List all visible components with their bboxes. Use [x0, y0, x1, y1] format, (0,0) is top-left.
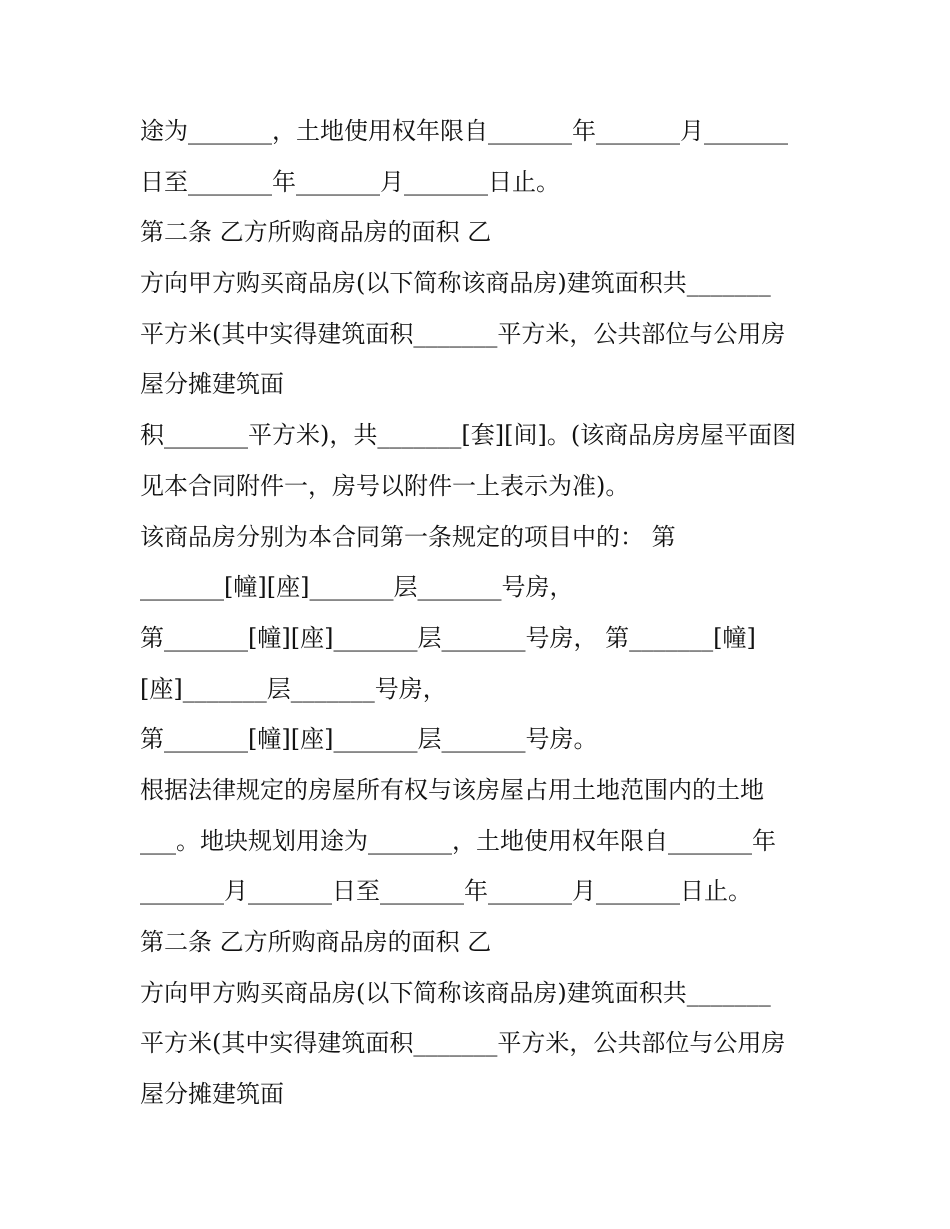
text-line: 积_______平方米)，共_______[套][间]。(该商品房房屋平面图: [140, 421, 797, 450]
text-line: _______月_______日至_______年_______月_______日止。: [140, 877, 752, 906]
text-line: _______[幢][座]_______层_______号房，: [140, 573, 574, 602]
text-line: 平方米(其中实得建筑面积_______平方米，公共部位与公用房: [140, 1029, 786, 1058]
text-line: 屋分摊建筑面: [140, 370, 284, 399]
text-line: 该商品房分别为本合同第一条规定的项目中的： 第: [140, 522, 676, 551]
text-line: 方向甲方购买商品房(以下简称该商品房)建筑面积共_______: [140, 978, 771, 1007]
text-line: 见本合同附件一，房号以附件一上表示为准)。: [140, 471, 630, 500]
text-line: ___。地块规划用途为_______，土地使用权年限自_______年: [140, 826, 776, 855]
document-body: [140, 106, 820, 1120]
section-heading: 第二条 乙方所购商品房的面积 乙: [140, 218, 492, 247]
text-line: 途为_______，土地使用权年限自_______年_______月_______: [140, 117, 788, 145]
text-line: 第_______[幢][座]_______层_______号房。: [140, 725, 598, 754]
text-line: 日至_______年_______月_______日止。: [140, 167, 560, 196]
text-line: 根据法律规定的房屋所有权与该房屋占用土地范围内的土地: [140, 775, 764, 804]
text-line: [座]_______层_______号房，: [140, 674, 447, 703]
text-line: 方向甲方购买商品房(以下简称该商品房)建筑面积共_______: [140, 269, 771, 298]
text-line: 平方米(其中实得建筑面积_______平方米，公共部位与公用房: [140, 319, 786, 348]
section-heading: 第二条 乙方所购商品房的面积 乙: [140, 928, 492, 956]
text-line: 第_______[幢][座]_______层_______号房， 第_______[幢]: [140, 623, 756, 652]
text-line: 屋分摊建筑面: [140, 1080, 284, 1109]
